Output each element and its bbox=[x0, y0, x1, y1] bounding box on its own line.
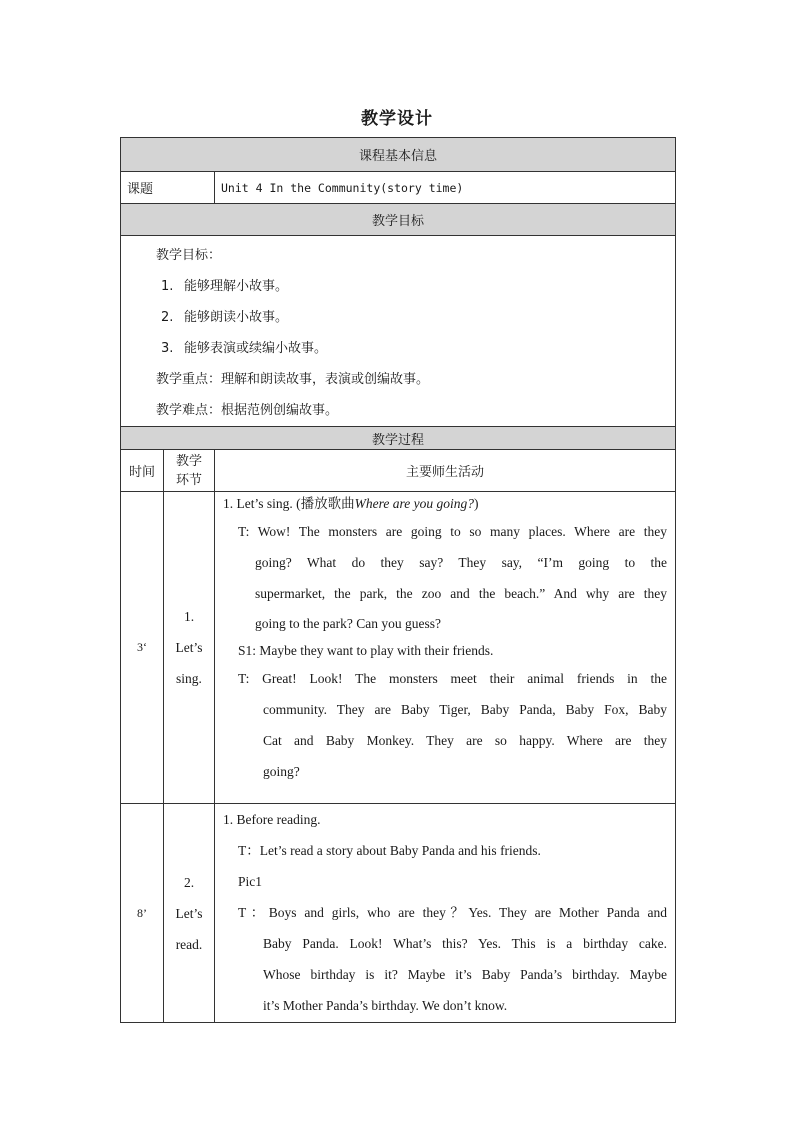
activity-line: T：Let’s read a story about Baby Panda and his friends. bbox=[238, 843, 541, 858]
header-activity: 主要师生活动 bbox=[215, 450, 676, 492]
activity-line: going to the park? Can you guess? bbox=[255, 616, 441, 631]
activity-line: T：Boys and girls, who are they？Yes. They are Mother Panda and bbox=[238, 905, 668, 920]
activity-line: Pic1 bbox=[238, 874, 263, 889]
objective-item: 3. 能够表演或续编小故事。 bbox=[161, 341, 328, 356]
section-objectives: 教学目标 bbox=[121, 204, 676, 236]
activity-line: supermarket, the park, the zoo and the beach.” And why are they bbox=[255, 586, 668, 601]
section-basic-info: 课程基本信息 bbox=[121, 138, 676, 172]
activity-line: it’s Mother Panda’s birthday. We don’t know. bbox=[263, 998, 508, 1013]
document-title: 教学设计 bbox=[361, 109, 433, 129]
objectives-block bbox=[121, 236, 676, 427]
activity-line: Cat and Baby Monkey. They are so happy. Where are they bbox=[263, 733, 668, 748]
activity-line: Baby Panda. Look! What’s this? Yes. This is a birthday cake. bbox=[263, 936, 668, 951]
row-time: 3‘ bbox=[121, 492, 164, 804]
header-time: 时间 bbox=[121, 450, 164, 492]
course-value: Unit 4 In the Community(story time) bbox=[215, 172, 676, 204]
row-stage: 2. Let’s read. bbox=[164, 804, 215, 1023]
activity-line: 1. Let’s sing. (播放歌曲Where are you going?) bbox=[223, 496, 479, 511]
activity-line: T: Great! Look! The monsters meet their animal friends in the bbox=[238, 671, 668, 686]
activity-line: going? What do they say? They say, “I’m going to the bbox=[255, 555, 668, 570]
header-stage: 教学 环节 bbox=[164, 450, 215, 492]
activity-line: T: Wow! The monsters are going to so many places. Where are they bbox=[238, 524, 668, 539]
row-stage: 1. Let’s sing. bbox=[164, 492, 215, 804]
row-activity bbox=[215, 492, 676, 804]
objectives-heading: 教学目标： bbox=[156, 248, 222, 263]
objective-item: 2. 能够朗读小故事。 bbox=[161, 310, 289, 325]
activity-line: Whose birthday is it? Maybe it’s Baby Panda’s birthday. Maybe bbox=[263, 967, 668, 982]
activity-line: going? bbox=[263, 764, 300, 779]
row-time: 8’ bbox=[121, 804, 164, 1023]
difficulty-point: 教学难点：根据范例创编故事。 bbox=[156, 403, 339, 418]
course-label: 课题 bbox=[121, 172, 215, 204]
section-process: 教学过程 bbox=[121, 427, 676, 450]
row-activity bbox=[215, 804, 676, 1023]
lesson-plan-table bbox=[120, 137, 676, 1023]
activity-line: 1. Before reading. bbox=[223, 812, 321, 827]
activity-line: community. They are Baby Tiger, Baby Panda, Baby Fox, Baby bbox=[263, 702, 668, 717]
objective-item: 1. 能够理解小故事。 bbox=[161, 279, 289, 294]
key-point: 教学重点：理解和朗读故事，表演或创编故事。 bbox=[156, 372, 430, 387]
activity-line: S1: Maybe they want to play with their friends. bbox=[238, 643, 494, 658]
